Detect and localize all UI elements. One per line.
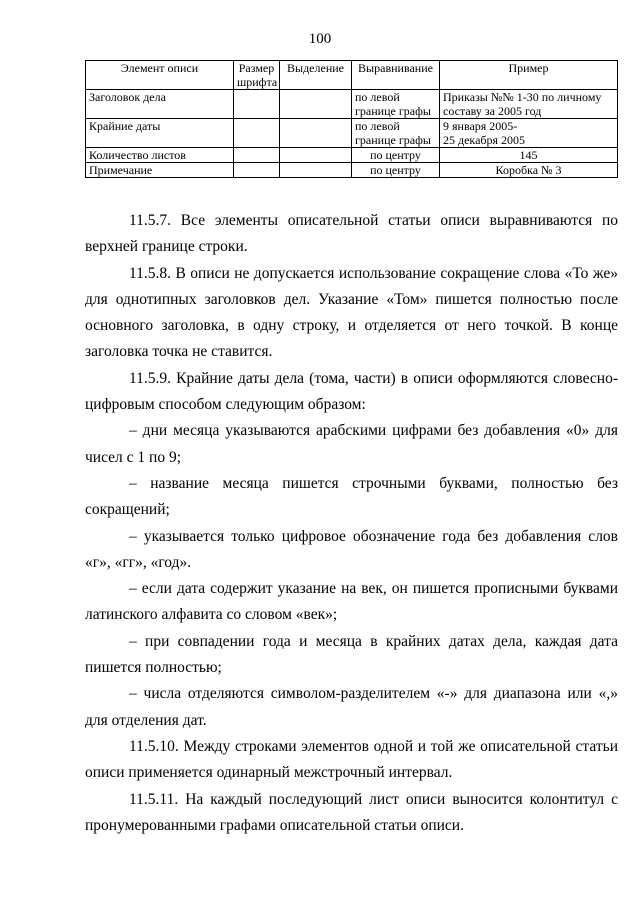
table-row bbox=[86, 148, 618, 163]
header-selection: Выделение bbox=[280, 61, 352, 90]
paragraph-11-5-7: 11.5.7. Все элементы описательной статьи описи выравниваются по верхней границе строки. bbox=[85, 212, 618, 256]
table-row bbox=[86, 163, 618, 178]
cell-alignment: по левой границе графы bbox=[352, 119, 440, 148]
cell-example: Приказы №№ 1-30 по личному составу за 2005 год bbox=[440, 90, 618, 119]
cell-font-size bbox=[234, 90, 280, 119]
cell-example: 145 bbox=[440, 148, 618, 163]
example-date-end: 25 декабря 2005 bbox=[443, 133, 526, 147]
cell-example bbox=[440, 119, 618, 148]
header-example: Пример bbox=[440, 61, 618, 90]
paragraph-11-5-10: 11.5.10. Между строками элементов одной и той же описательной статьи описи применяется одинарный межстрочный интервал. bbox=[85, 737, 618, 782]
header-element: Элемент описи bbox=[86, 61, 234, 90]
cell-selection bbox=[280, 148, 352, 163]
list-item: – название месяца пишется строчными буквами, полностью без сокращений; bbox=[85, 474, 618, 519]
cell-element: Заголовок дела bbox=[86, 90, 234, 119]
cell-example: Коробка № 3 bbox=[440, 163, 618, 178]
table-row bbox=[86, 90, 618, 119]
cell-selection bbox=[280, 119, 352, 148]
cell-selection bbox=[280, 163, 352, 178]
inventory-elements-table bbox=[85, 60, 618, 178]
list-item: – при совпадении года и месяца в крайних датах дела, каждая дата пишется полностью; bbox=[85, 632, 618, 677]
page-number: 100 bbox=[308, 31, 332, 47]
cell-selection bbox=[280, 90, 352, 119]
cell-element: Количество листов bbox=[86, 148, 234, 163]
table-row bbox=[86, 119, 618, 148]
example-date-start: 9 января 2005- bbox=[443, 119, 518, 133]
header-alignment: Выравнивание bbox=[352, 61, 440, 90]
paragraph-11-5-11: 11.5.11. На каждый последующий лист описи выносится колонтитул с пронумерованными графами описательной статьи описи. bbox=[85, 790, 618, 834]
cell-element: Крайние даты bbox=[86, 119, 234, 148]
list-item: – дни месяца указываются арабскими цифрами без добавления «0» для чисел с 1 по 9; bbox=[85, 422, 618, 466]
cell-font-size bbox=[234, 163, 280, 178]
paragraph-11-5-9: 11.5.9. Крайние даты дела (тома, части) в описи оформляются словесно-цифровым способом следующим образом: bbox=[85, 369, 618, 414]
cell-alignment: по левой границе графы bbox=[352, 90, 440, 119]
cell-font-size bbox=[234, 148, 280, 163]
list-item: – если дата содержит указание на век, он пишется прописными буквами латинского алфавита со словом «век»; bbox=[85, 580, 618, 624]
header-font-size: Размер шрифта bbox=[234, 61, 280, 90]
body-text bbox=[85, 208, 618, 839]
table-header-row bbox=[86, 61, 618, 90]
list-item: – числа отделяются символом-разделителем «-» для диапазона или «,» для отделения дат. bbox=[85, 685, 618, 729]
cell-font-size bbox=[234, 119, 280, 148]
paragraph-11-5-8: 11.5.8. В описи не допускается использование сокращение слова «То же» для однотипных заголовков дел. Указание «Том» пишется полностью после основного заголовка, в одну строку, и отделяется от него точкой. В конце заголовка точка не ставится. bbox=[85, 264, 618, 361]
cell-element: Примечание bbox=[86, 163, 234, 178]
cell-alignment: по центру bbox=[352, 148, 440, 163]
list-item: – указывается только цифровое обозначение года без добавления слов «г», «гг», «год». bbox=[85, 527, 618, 571]
cell-alignment: по центру bbox=[352, 163, 440, 178]
